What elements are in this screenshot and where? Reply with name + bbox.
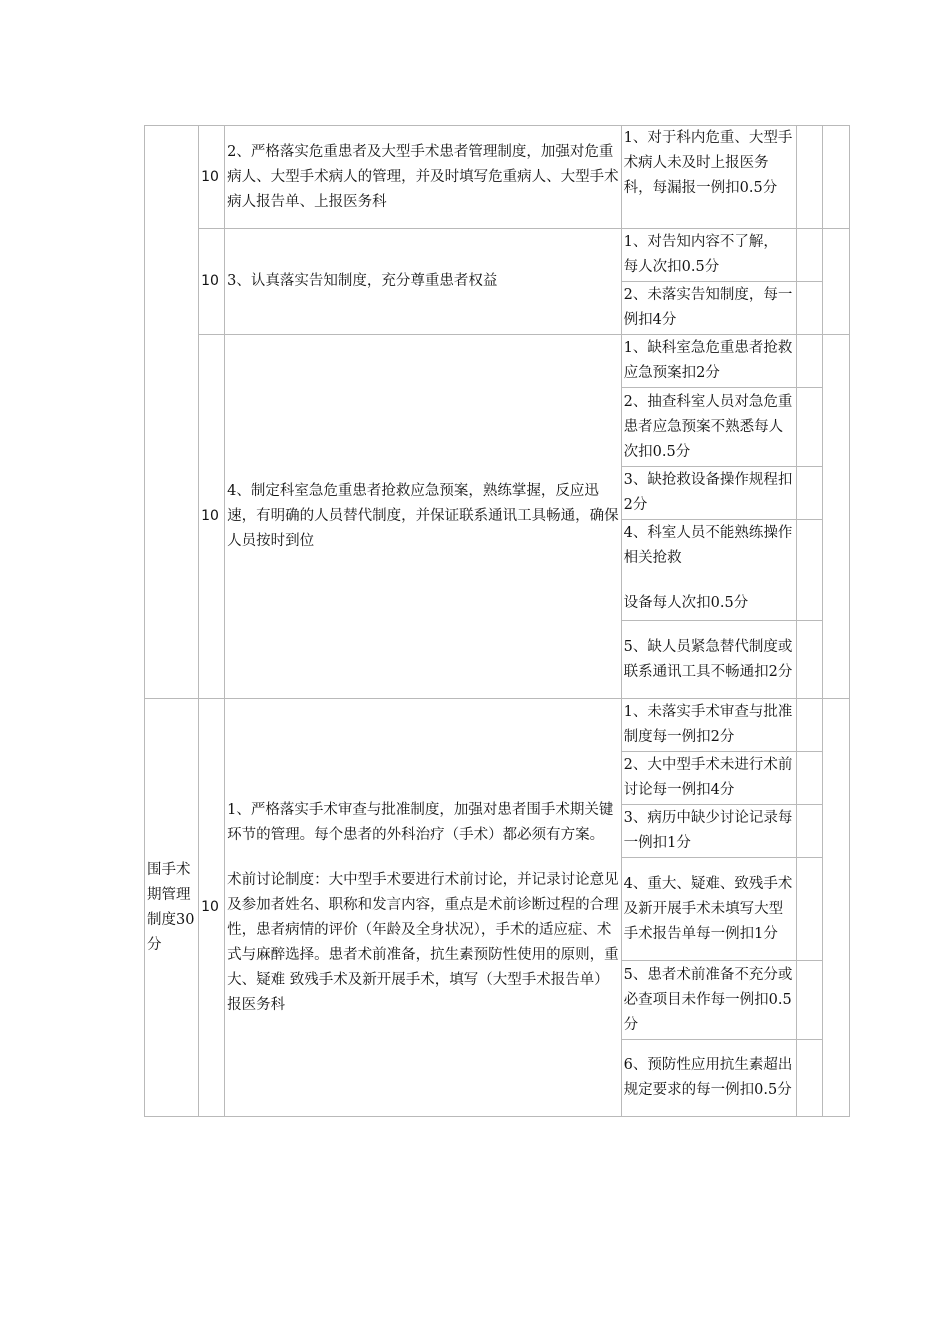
deduction-cell: 1、对于科内危重、大型手术病人未及时上报医务科，每漏报一例扣0.5分 — [621, 126, 796, 229]
deduction-cell: 4、重大、疑难、致残手术及新开展手术未填写大型手术报告单每一例扣1分 — [621, 858, 796, 961]
deduction-cell: 1、缺科室急危重患者抢救应急预案扣2分 — [621, 335, 796, 388]
score-cell: 10 — [199, 229, 225, 335]
score-cell: 10 — [199, 126, 225, 229]
blank-line — [624, 571, 794, 591]
table-row — [145, 229, 850, 282]
empty-cell — [822, 229, 849, 335]
empty-cell — [822, 126, 849, 229]
empty-cell — [796, 752, 822, 805]
deduction-cell: 1、对告知内容不了解， 每人次扣0.5分 — [621, 229, 796, 282]
empty-cell — [822, 699, 849, 1117]
requirement-cell — [225, 699, 622, 1117]
score-cell: 10 — [199, 699, 225, 1117]
table-row — [145, 335, 850, 388]
empty-cell — [796, 1040, 822, 1117]
empty-cell — [796, 961, 822, 1040]
empty-cell — [822, 335, 849, 699]
deduction-cell: 1、未落实手术审查与批准制度每一例扣2分 — [621, 699, 796, 752]
deduction-line: 4、科室人员不能熟练操作相关抢救 — [623, 525, 793, 566]
category-cell — [145, 126, 199, 699]
evaluation-table — [144, 125, 850, 1117]
deduction-cell: 6、预防性应用抗生素超出规定要求的每一例扣0.5分 — [621, 1040, 796, 1117]
empty-cell — [796, 229, 822, 282]
empty-cell — [796, 126, 822, 229]
requirement-cell: 4、制定科室急危重患者抢救应急预案，熟练掌握，反应迅速，有明确的人员替代制度，并保证联系通讯工具畅通，确保人员按时到位 — [225, 335, 622, 699]
empty-cell — [796, 335, 822, 388]
deduction-cell: 3、病历中缺少讨论记录每一例扣1分 — [621, 805, 796, 858]
deduction-cell: 2、未落实告知制度，每一例扣4分 — [621, 282, 796, 335]
requirement-cell: 3、认真落实告知制度，充分尊重患者权益 — [225, 229, 622, 335]
requirement-paragraph: 1、严格落实手术审查与批准制度，加强对患者围手术期关键环节的管理。每个患者的外科治疗（手术）都必须有方案。 — [227, 801, 614, 843]
blank-line — [227, 848, 619, 868]
empty-cell — [796, 805, 822, 858]
category-cell: 围手术期管理制度30分 — [145, 699, 199, 1117]
empty-cell — [796, 520, 822, 621]
deduction-cell: 5、缺人员紧急替代制度或联系通讯工具不畅通扣2分 — [621, 621, 796, 699]
deduction-cell: 2、大中型手术未进行术前讨论每一例扣4分 — [621, 752, 796, 805]
requirement-cell: 2、严格落实危重患者及大型手术患者管理制度，加强对危重病人、大型手术病人的管理，并及时填写危重病人、大型手术病人报告单、上报医务科 — [225, 126, 622, 229]
deduction-cell — [621, 520, 796, 621]
score-cell: 10 — [199, 335, 225, 699]
empty-cell — [796, 621, 822, 699]
deduction-cell: 3、缺抢救设备操作规程扣2分 — [621, 467, 796, 520]
deduction-cell: 5、患者术前准备不充分或必查项目未作每一例扣0.5分 — [621, 961, 796, 1040]
empty-cell — [796, 858, 822, 961]
table-row — [145, 126, 850, 229]
empty-cell — [796, 467, 822, 520]
empty-cell — [796, 699, 822, 752]
requirement-paragraph: 术前讨论制度：大中型手术要进行术前讨论，并记录讨论意见及参加者姓名、职称和发言内容，重点是术前诊断过程的合理性，患者病情的评价（年龄及全身状况），手术的适应症、术式与麻醉选择。患者术前准备，抗生素预防性使用的原则，重大、疑难 致残手术及新开展手术，填写（大型手术报告单）报医务科 — [227, 871, 619, 1013]
empty-cell — [796, 282, 822, 335]
empty-cell — [796, 388, 822, 467]
deduction-cell: 2、抽查科室人员对急危重患者应急预案不熟悉每人次扣0.5分 — [621, 388, 796, 467]
table-row — [145, 699, 850, 752]
deduction-line: 设备每人次扣0.5分 — [623, 595, 749, 611]
